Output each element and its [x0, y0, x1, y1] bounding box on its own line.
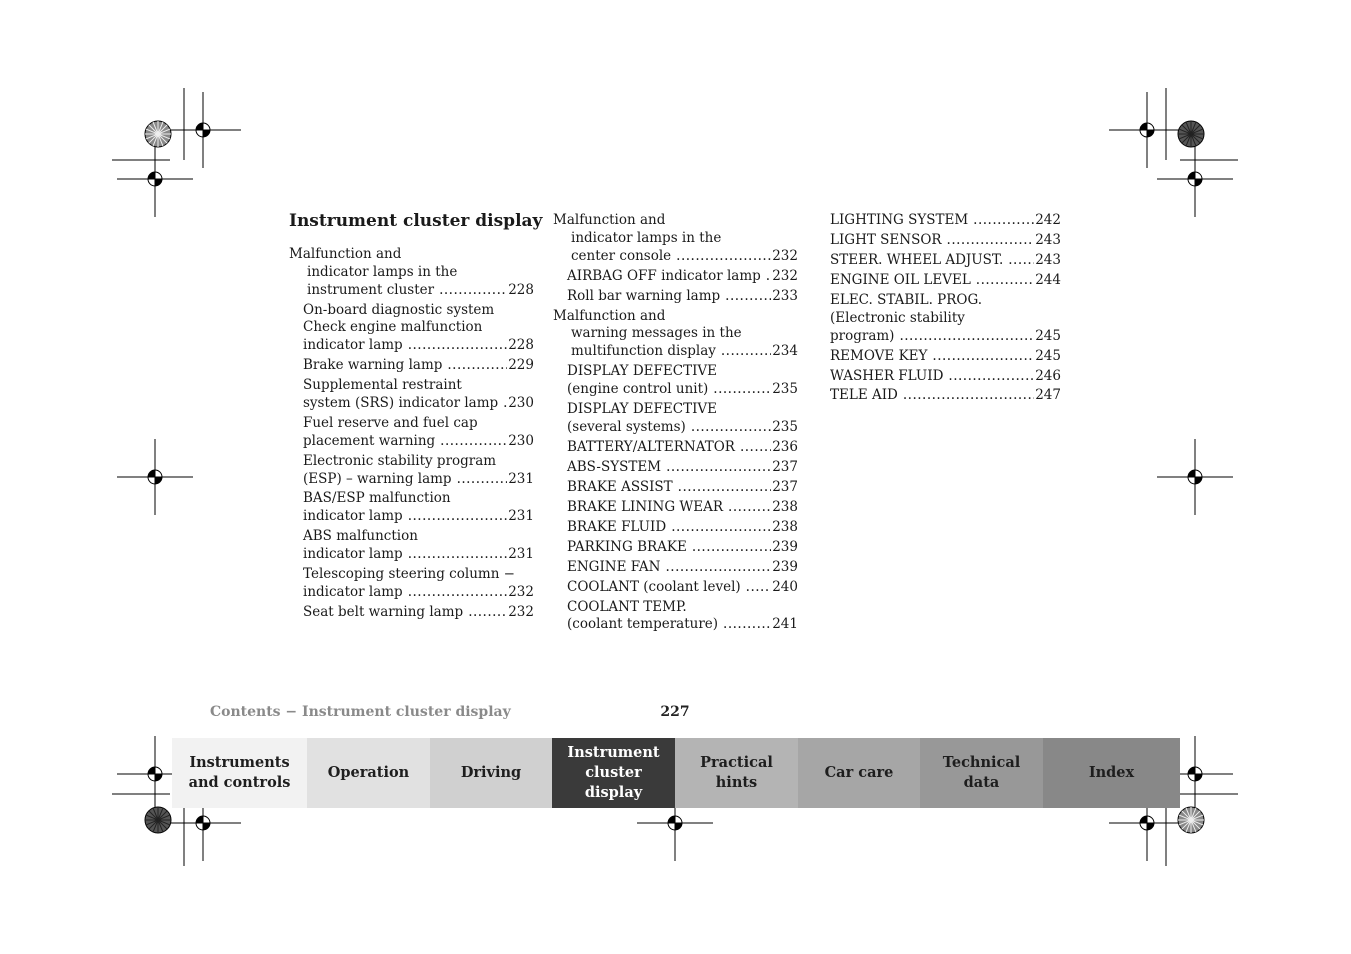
dot-leader — [439, 282, 507, 300]
entry-page-number[interactable]: 228 — [508, 281, 534, 298]
page-number: 227 — [660, 704, 690, 720]
entry-page-number[interactable]: 243 — [1035, 231, 1061, 248]
entry-text: placement warning — [303, 432, 436, 449]
entry-page-number[interactable]: 237 — [772, 458, 798, 475]
index-entry[interactable] — [289, 377, 534, 413]
index-entry[interactable] — [553, 519, 798, 537]
index-entry[interactable] — [289, 453, 534, 489]
index-column-1 — [289, 246, 534, 624]
dot-leader — [447, 357, 507, 375]
index-column-3 — [830, 212, 1061, 407]
entry-text: (Electronic stability — [830, 309, 965, 326]
index-entry[interactable] — [289, 302, 534, 355]
entry-text: DISPLAY DEFECTIVE — [567, 400, 718, 417]
footer-breadcrumb[interactable]: Contents − Instrument cluster display — [210, 704, 511, 720]
color-rosette-mark — [1178, 121, 1204, 147]
entry-page-number[interactable]: 245 — [1035, 327, 1061, 344]
entry-text: indicator lamps in the — [307, 263, 458, 280]
index-entry[interactable] — [289, 604, 534, 622]
entry-text: indicator lamp — [303, 546, 403, 563]
entry-text: TELE AID — [830, 387, 898, 404]
entry-text: BRAKE LINING WEAR — [567, 498, 724, 515]
dot-leader — [973, 212, 1034, 230]
entry-page-number[interactable]: 243 — [1035, 251, 1061, 268]
entry-page-number[interactable]: 229 — [508, 357, 534, 374]
entry-text: Malfunction and — [553, 307, 666, 324]
entry-page-number[interactable]: 239 — [772, 558, 798, 575]
dot-leader — [408, 584, 508, 602]
entry-page-number[interactable]: 232 — [772, 247, 798, 264]
tab-label: Technical data — [942, 754, 1021, 791]
color-rosette-mark — [145, 121, 171, 147]
entry-text: ELEC. STABIL. PROG. — [830, 291, 983, 308]
entry-text: STEER. WHEEL ADJUST. — [830, 251, 1004, 268]
index-entry[interactable] — [289, 566, 534, 602]
index-entry[interactable] — [553, 439, 798, 457]
entry-text: BAS/ESP malfunction — [303, 490, 451, 507]
entry-text: (ESP) – warning lamp — [303, 470, 452, 487]
entry-page-number[interactable]: 234 — [772, 343, 798, 360]
dot-leader — [713, 381, 771, 399]
entry-text: center console — [571, 247, 672, 264]
dot-leader — [468, 604, 507, 622]
entry-page-number[interactable]: 233 — [772, 287, 798, 304]
entry-page-number[interactable]: 246 — [1035, 367, 1061, 384]
entry-text: ENGINE OIL LEVEL — [830, 271, 971, 288]
dot-leader — [728, 499, 771, 517]
index-entry[interactable] — [553, 459, 798, 477]
entry-page-number[interactable]: 238 — [772, 498, 798, 515]
dot-leader — [676, 248, 771, 266]
dot-leader — [903, 387, 1034, 405]
entry-text: Malfunction and — [553, 212, 666, 228]
dot-leader — [408, 546, 508, 564]
index-entry[interactable] — [830, 368, 1061, 386]
index-entry[interactable] — [830, 272, 1061, 290]
entry-page-number[interactable]: 228 — [508, 337, 534, 354]
tab-label: Instruments and controls — [188, 754, 291, 791]
entry-text: Telescoping steering column − — [303, 566, 515, 583]
entry-page-number[interactable]: 239 — [772, 538, 798, 555]
entry-text: indicator lamp — [303, 337, 403, 354]
color-rosette-mark — [145, 807, 171, 833]
entry-text: indicator lamp — [303, 583, 403, 600]
index-entry[interactable] — [553, 363, 798, 399]
entry-text: instrument cluster — [307, 281, 435, 298]
index-entry[interactable] — [830, 212, 1061, 230]
entry-page-number[interactable]: 231 — [508, 508, 534, 525]
dot-leader — [692, 539, 771, 557]
entry-text: warning messages in the — [571, 325, 742, 342]
entry-text: WASHER FLUID — [830, 367, 944, 384]
entry-page-number[interactable]: 236 — [772, 438, 798, 455]
entry-text: indicator lamps in the — [571, 229, 722, 246]
tab-driving[interactable] — [430, 738, 552, 808]
tab-instrument-cluster-display[interactable] — [552, 738, 675, 808]
tab-car-care[interactable] — [798, 738, 920, 808]
entry-text: LIGHT SENSOR — [830, 231, 942, 248]
index-column-2 — [553, 212, 798, 636]
entry-page-number[interactable]: 231 — [508, 546, 534, 563]
crosshair-mark — [1157, 141, 1233, 217]
entry-text: Check engine malfunction — [303, 319, 483, 336]
index-entry[interactable] — [553, 288, 798, 306]
index-entry[interactable] — [289, 528, 534, 564]
tab-index[interactable] — [1043, 738, 1180, 808]
crosshair-mark — [1109, 92, 1185, 168]
dot-leader — [723, 616, 771, 634]
dot-leader — [408, 337, 508, 355]
tab-operation[interactable] — [307, 738, 430, 808]
entry-text: (coolant temperature) — [567, 616, 719, 633]
entry-text: program) — [830, 327, 895, 344]
entry-text: ABS malfunction — [303, 528, 418, 545]
entry-text: BATTERY/ALTERNATOR — [567, 438, 735, 455]
crosshair-mark — [1157, 439, 1233, 515]
entry-page-number[interactable]: 232 — [508, 603, 534, 620]
entry-page-number[interactable]: 245 — [1035, 347, 1061, 364]
entry-text: multifunction display — [571, 343, 716, 360]
entry-page-number[interactable]: 238 — [772, 518, 798, 535]
crosshair-mark — [117, 439, 193, 515]
tab-technical-data[interactable] — [920, 738, 1043, 808]
entry-text: ENGINE FAN — [567, 558, 661, 575]
index-entry[interactable] — [830, 232, 1061, 250]
dot-leader — [666, 559, 772, 577]
index-entry[interactable] — [553, 308, 798, 361]
tab-label: Driving — [460, 764, 522, 781]
entry-page-number[interactable]: 231 — [508, 470, 534, 487]
index-entry[interactable] — [553, 268, 798, 286]
entry-page-number[interactable]: 242 — [1035, 212, 1061, 228]
crosshair-mark — [165, 92, 241, 168]
dot-leader — [721, 343, 771, 361]
dot-leader — [948, 368, 1034, 386]
entry-page-number[interactable]: 230 — [508, 432, 534, 449]
entry-text: Fuel reserve and fuel cap — [303, 414, 478, 431]
dot-leader — [899, 328, 1034, 346]
dot-leader — [691, 419, 771, 437]
entry-text: Electronic stability program — [303, 452, 497, 469]
dot-leader — [671, 519, 771, 537]
dot-leader — [457, 471, 508, 489]
entry-text: COOLANT TEMP. — [567, 598, 687, 615]
entry-text: Supplemental restraint — [303, 377, 462, 394]
index-entry[interactable] — [289, 357, 534, 375]
entry-text: BRAKE FLUID — [567, 518, 667, 535]
index-entry[interactable] — [830, 292, 1061, 345]
index-entry[interactable] — [553, 539, 798, 557]
entry-text: Seat belt warning lamp — [303, 603, 464, 620]
entry-text: (engine control unit) — [567, 380, 709, 397]
entry-text: BRAKE ASSIST — [567, 478, 673, 495]
entry-page-number[interactable]: 235 — [772, 418, 798, 435]
index-entry[interactable] — [553, 599, 798, 635]
index-entry[interactable] — [830, 387, 1061, 405]
entry-text: REMOVE KEY — [830, 347, 928, 364]
index-entry[interactable] — [553, 559, 798, 577]
page-title: Instrument cluster display — [289, 211, 543, 231]
index-entry[interactable] — [289, 246, 534, 299]
entry-text: COOLANT (coolant level) — [567, 578, 741, 595]
index-entry[interactable] — [553, 579, 798, 597]
index-entry[interactable] — [553, 499, 798, 517]
dot-leader — [1008, 252, 1034, 270]
dot-leader — [932, 348, 1034, 366]
tab-label: Instrument cluster display — [567, 744, 660, 801]
dot-leader — [740, 439, 771, 457]
section-tab-bar — [172, 738, 1180, 808]
index-entry[interactable] — [553, 479, 798, 497]
index-entry[interactable] — [553, 212, 798, 265]
index-entry[interactable] — [289, 415, 534, 451]
tab-practical-hints[interactable] — [675, 738, 798, 808]
index-entry[interactable] — [830, 348, 1061, 366]
index-entry[interactable] — [289, 490, 534, 526]
index-entry[interactable] — [553, 401, 798, 437]
tab-instruments-and-controls[interactable] — [172, 738, 307, 808]
entry-text: ABS-SYSTEM — [567, 458, 662, 475]
dot-leader — [440, 433, 507, 451]
entry-text: indicator lamp — [303, 508, 403, 525]
color-rosette-mark — [1178, 807, 1204, 833]
entry-page-number[interactable]: 232 — [772, 267, 798, 284]
dot-leader — [678, 479, 772, 497]
entry-page-number[interactable]: 241 — [772, 616, 798, 633]
entry-text: Malfunction and — [289, 246, 402, 262]
dot-leader — [666, 459, 771, 477]
entry-page-number[interactable]: 240 — [772, 578, 798, 595]
dot-leader — [725, 288, 771, 306]
entry-page-number[interactable]: 244 — [1035, 271, 1061, 288]
dot-leader — [976, 272, 1034, 290]
tab-label: Practical hints — [700, 754, 773, 791]
entry-text: system (SRS) indicator lamp — [303, 394, 499, 411]
tab-label: Index — [1088, 764, 1135, 781]
tab-label: Operation — [327, 764, 410, 781]
entry-text: On-board diagnostic system — [303, 301, 495, 318]
dot-leader — [746, 579, 772, 597]
entry-text: Roll bar warning lamp — [567, 287, 721, 304]
entry-page-number[interactable]: 230 — [508, 394, 534, 411]
entry-text: (several systems) — [567, 418, 686, 435]
index-entry[interactable] — [830, 252, 1061, 270]
entry-text: LIGHTING SYSTEM — [830, 212, 969, 228]
entry-text: AIRBAG OFF indicator lamp — [567, 267, 761, 284]
entry-page-number[interactable]: 237 — [772, 478, 798, 495]
crosshair-mark — [117, 141, 193, 217]
entry-page-number[interactable]: 232 — [508, 583, 534, 600]
entry-text: Brake warning lamp — [303, 357, 443, 374]
tab-label: Car care — [824, 764, 894, 781]
dot-leader — [503, 395, 507, 413]
entry-page-number[interactable]: 247 — [1035, 387, 1061, 404]
entry-page-number[interactable]: 235 — [772, 380, 798, 397]
dot-leader — [408, 508, 508, 526]
entry-text: DISPLAY DEFECTIVE — [567, 363, 718, 380]
entry-text: PARKING BRAKE — [567, 538, 687, 555]
dot-leader — [947, 232, 1035, 250]
dot-leader — [766, 268, 771, 286]
